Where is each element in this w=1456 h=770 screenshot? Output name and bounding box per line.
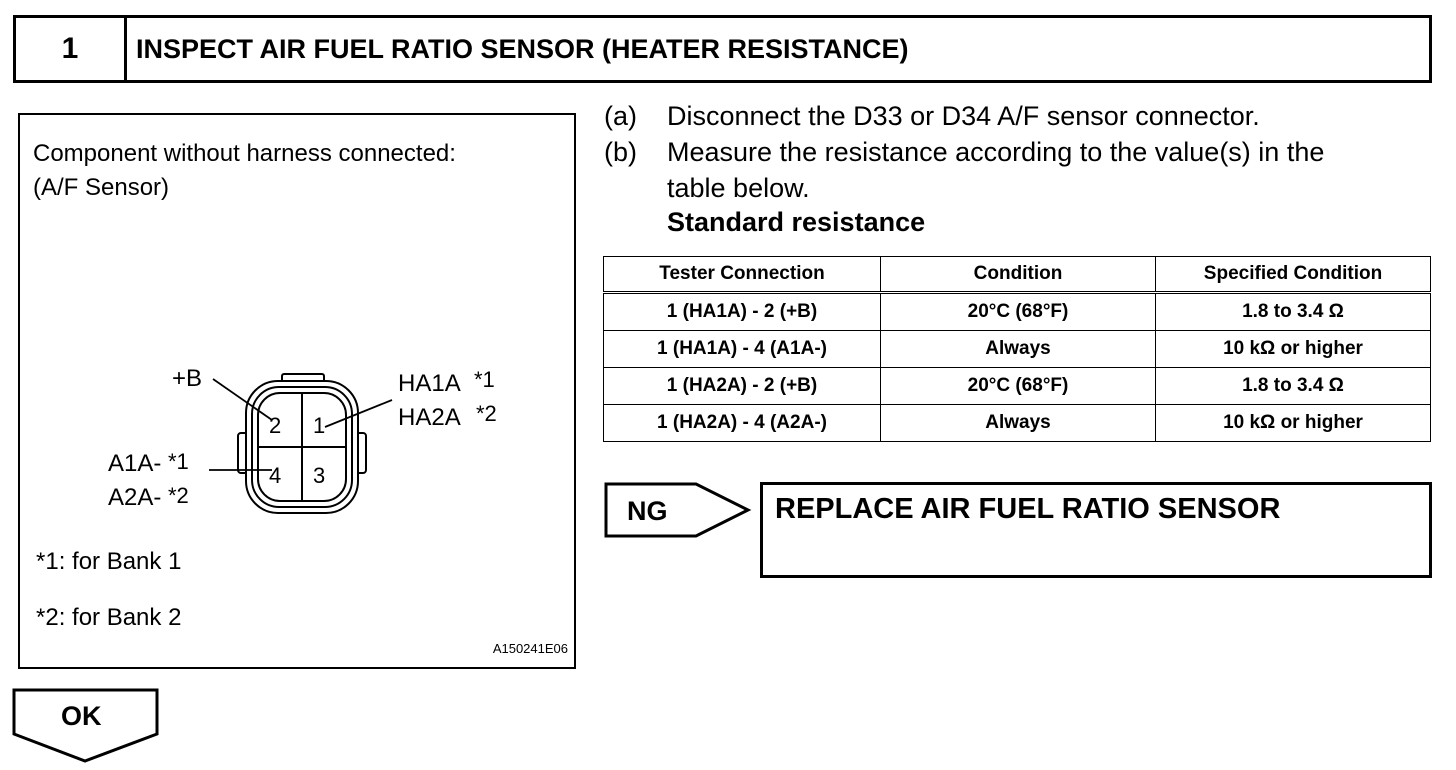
table-row (604, 331, 1431, 368)
pin-3-label: 3 (313, 463, 326, 488)
ng-action-box (760, 482, 1432, 578)
ha2a-mark: *2 (476, 401, 497, 426)
table-cell: 1 (HA1A) - 2 (+B) (604, 293, 881, 331)
table-cell: 1.8 to 3.4 Ω (1156, 293, 1431, 331)
table-cell: 20°C (68°F) (881, 293, 1156, 331)
table-row (604, 293, 1431, 331)
connector-illustration (18, 113, 576, 669)
a2a-label: A2A- (108, 484, 162, 511)
connector-icon (238, 374, 366, 513)
table-cell: 1 (HA2A) - 2 (+B) (604, 368, 881, 405)
table-header-row (604, 257, 1431, 293)
table-cell: 20°C (68°F) (881, 368, 1156, 405)
instruction-list (604, 98, 1324, 206)
figure-caption-line1: Component without harness connected: (33, 140, 456, 167)
bank2-note: *2: for Bank 2 (36, 604, 182, 631)
table-cell: 1 (HA1A) - 4 (A1A-) (604, 331, 881, 368)
ha2a-label: HA2A (398, 404, 461, 431)
instruction-a (604, 98, 1324, 134)
header-specified-condition: Specified Condition (1156, 257, 1431, 293)
figure-caption-line2: (A/F Sensor) (33, 174, 170, 201)
instruction-b (604, 134, 1324, 206)
ng-label: NG (627, 496, 668, 526)
ok-arrow-icon (12, 688, 162, 764)
ng-arrow-icon (604, 482, 754, 542)
a1a-mark: *1 (168, 449, 189, 474)
figure-id: A150241E06 (492, 641, 568, 656)
step-title: INSPECT AIR FUEL RATIO SENSOR (HEATER RESISTANCE) (136, 33, 909, 64)
table-cell: Always (881, 405, 1156, 442)
table-cell: 10 kΩ or higher (1156, 405, 1431, 442)
ha1a-label: HA1A (398, 370, 461, 397)
standard-resistance-heading: Standard resistance (667, 207, 926, 237)
a2a-mark: *2 (168, 483, 189, 508)
pin-1-label: 1 (313, 413, 326, 438)
table-cell: 1.8 to 3.4 Ω (1156, 368, 1431, 405)
ha1a-mark: *1 (474, 367, 495, 392)
table-cell: Always (881, 331, 1156, 368)
bank1-note: *1: for Bank 1 (36, 548, 182, 575)
instruction-b-text-line1: Measure the resistance according to the value(s) in the (667, 137, 1325, 167)
instruction-b-letter: (b) (604, 137, 637, 167)
resistance-table (603, 256, 1431, 442)
ng-action-text: REPLACE AIR FUEL RATIO SENSOR (775, 493, 1281, 525)
table-row (604, 405, 1431, 442)
table-row (604, 368, 1431, 405)
pin-2-label: 2 (269, 413, 282, 438)
a1a-label: A1A- (108, 450, 162, 477)
pin-4-label: 4 (269, 463, 282, 488)
instruction-b-text-line2: table below. (667, 173, 810, 203)
plus-b-label: +B (172, 365, 203, 392)
ok-label: OK (61, 701, 102, 731)
header-condition: Condition (881, 257, 1156, 293)
instruction-a-text: Disconnect the D33 or D34 A/F sensor connector. (667, 101, 1260, 131)
instruction-a-letter: (a) (604, 101, 637, 131)
step-number: 1 (16, 18, 127, 80)
table-cell: 1 (HA2A) - 4 (A2A-) (604, 405, 881, 442)
step-header (13, 15, 1432, 83)
connector-diagram (20, 115, 574, 667)
table-cell: 10 kΩ or higher (1156, 331, 1431, 368)
header-tester-connection: Tester Connection (604, 257, 881, 293)
